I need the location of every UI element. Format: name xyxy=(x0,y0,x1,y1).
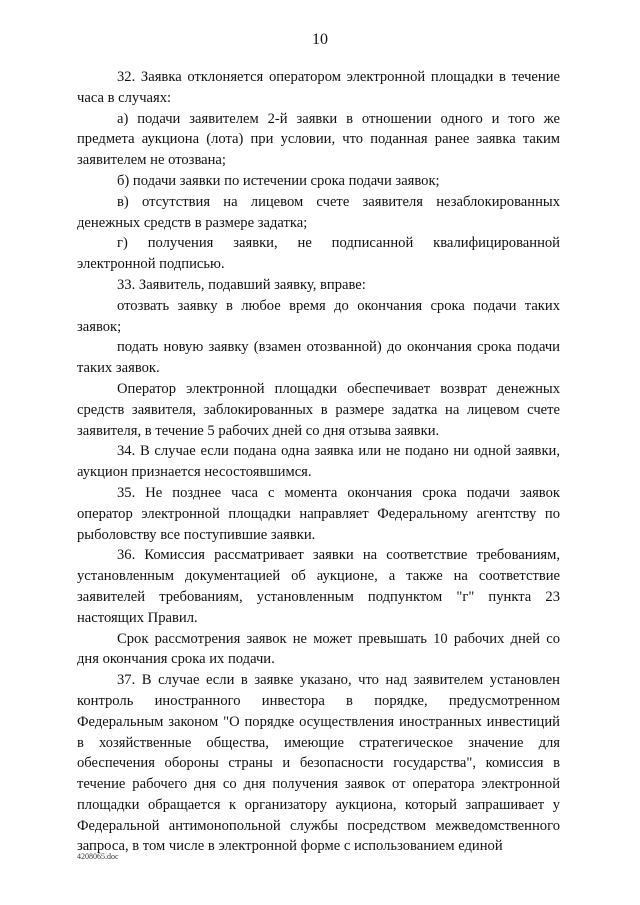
paragraph-32: 32. Заявка отклоняется оператором электронной площадки в течение часа в случаях: xyxy=(77,69,560,106)
paragraph-32-g: г) получения заявки, не подписанной квалифицированной электронной подписью. xyxy=(77,235,560,273)
paragraph-33-withdraw: отозвать заявку в любое время до окончания срока подачи таких заявок; xyxy=(77,297,560,335)
paragraph-36-term: Срок рассмотрения заявок не может превышать 10 рабочих дней со дня окончания срока их подачи. xyxy=(77,630,560,668)
page-number: 10 xyxy=(312,31,328,48)
document-body xyxy=(77,67,560,857)
paragraph-36: 36. Комиссия рассматривает заявки на соответствие требованиям, установленным документацией об аукционе, а также на соответствие заявителей требованиям, установленным подпунктом "г" пункта 23 настоящих Правил. xyxy=(77,547,560,626)
paragraph-33: 33. Заявитель, подавший заявку, вправе: xyxy=(117,276,366,293)
paragraph-37: 37. В случае если в заявке указано, что над заявителем установлен контроль иностранного инвестора в порядке, предусмотренном Федеральным законом "О порядке осуществления иностранных инвестиций в хозяйственные общества, имеющие стратегическое значение для обеспечения обороны страны и безопасности государства", комиссия в течение рабочего дня со дня получения заявок от оператора электронной площадки обращается к организатору аукциона, который запрашивает у Федеральной антимонопольной службы посредством межведомственного запроса, в том числе в электронной форме с использованием единой xyxy=(77,672,560,855)
paragraph-33-refund: Оператор электронной площадки обеспечивает возврат денежных средств заявителя, заблокированных в размере задатка на лицевом счете заявителя, в течение 5 рабочих дней со дня отзыва заявки. xyxy=(77,380,560,439)
paragraph-32-v: в) отсутствия на лицевом счете заявителя незаблокированных денежных средств в размере задатка; xyxy=(77,193,560,231)
paragraph-34: 34. В случае если подана одна заявка или не подано ни одной заявки, аукцион признается несостоявшимся. xyxy=(77,443,560,481)
paragraph-35: 35. Не позднее часа с момента окончания срока подачи заявок оператор электронной площадки направляет Федеральному агентству по рыболовству все поступившие заявки. xyxy=(77,484,560,543)
paragraph-33-new-application: подать новую заявку (взамен отозванной) до окончания срока подачи таких заявок. xyxy=(77,339,560,377)
paragraph-32-b: б) подачи заявки по истечении срока подачи заявок; xyxy=(117,172,440,189)
paragraph-32-a: а) подачи заявителем 2-й заявки в отношении одного и того же предмета аукциона (лота) при условии, что поданная ранее заявка таким заявителем не отозвана; xyxy=(77,110,560,169)
file-name-footer: 4208065.doc xyxy=(77,852,119,861)
